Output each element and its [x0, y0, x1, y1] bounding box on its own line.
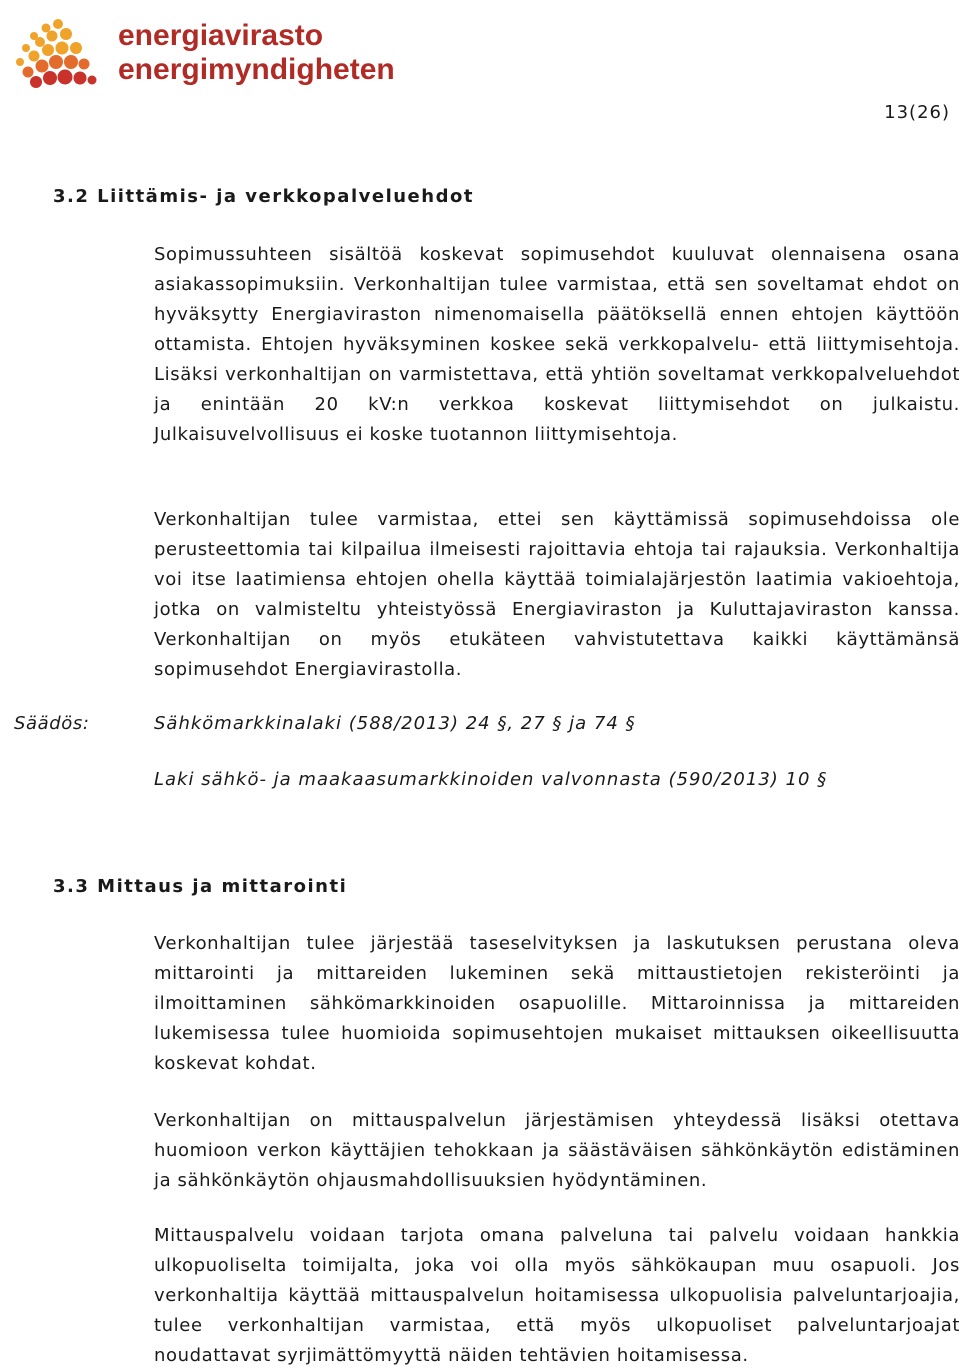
- sun-emblem-icon: [6, 6, 110, 102]
- agency-logo: [6, 6, 406, 102]
- paragraph-3-3-2: Verkonhaltijan on mittauspalvelun järjestämisen yhteydessä lisäksi otettava huomioon verkon käyttäjien tehokkaan ja säästäväisen sähkönkäytön edistäminen ja sähkönkäytön ohjausmahdollisuuksien hyödyntäminen.: [154, 1110, 960, 1191]
- paragraph-3-3-3: Mittauspalvelu voidaan tarjota omana palveluna tai palvelu voidaan hankkia ulkopuoliselta toimijalta, joka voi olla myös sähkökaupan muu osapuoli. Jos verkonhaltija käyttää mittauspalvelun hoitamisessa ulkopuolisia palveluntarjoajia, tulee verkonhaltijan varmistaa, että myös ulkopuoliset palveluntarjoajat noudattavat syrjimättömyyttä näiden tehtävien hoitamisessa.: [154, 1225, 960, 1366]
- page-number: 13(26): [884, 102, 950, 123]
- section-heading-3-3: 3.3 Mittaus ja mittarointi: [53, 876, 348, 897]
- paragraph-3-3-1: Verkonhaltijan tulee järjestää taseselvityksen ja laskutuksen perustana oleva mittarointi ja mittareiden lukeminen sekä mittaustietojen rekisteröinti ja ilmoittaminen sähkömarkkinoiden osapuolille. Mittaroinnissa ja mittareiden lukemisessa tulee huomioida sopimusehtojen mukaiset mittauksen oikeellisuutta koskevat kohdat.: [154, 933, 960, 1074]
- paragraph-3-2-2: Verkonhaltijan tulee varmistaa, ettei sen käyttämissä sopimusehdoissa ole perusteettomia tai kilpailua ilmeisesti rajoittavia ehtoja tai rajauksia. Verkonhaltija voi itse laatimiensa ehtojen ohella käyttää toimialajärjestön laatimia vakioehtoja, jotka on valmisteltu yhteistyössä Energiaviraston ja Kuluttajaviraston kanssa. Verkonhaltijan on myös etukäteen vahvistutettava kaikki käyttämänsä sopimusehdot Energiavirastolla.: [154, 509, 960, 680]
- logo-text-finnish: energiavirasto: [118, 19, 324, 52]
- statute-ref-1: Sähkömarkkinalaki (588/2013) 24 §, 27 § ja 74 §: [154, 713, 636, 734]
- statute-label: Säädös:: [14, 713, 90, 734]
- logo-text-swedish: energimyndigheten: [118, 53, 395, 86]
- statute-ref-2: Laki sähkö- ja maakaasumarkkinoiden valvonnasta (590/2013) 10 §: [154, 769, 828, 790]
- paragraph-3-2-1: Sopimussuhteen sisältöä koskevat sopimusehdot kuuluvat olennaisena osana asiakassopimuksiin. Verkonhaltijan tulee varmistaa, että sen soveltamat ehdot on hyväksytty Energiaviraston nimenomaisella päätöksellä ennen ehtojen käyttöön ottamista. Ehtojen hyväksyminen koskee sekä verkkopalvelu- että liittymisehtoja. Lisäksi verkonhaltijan on varmistettava, että yhtiön soveltamat verkkopalveluehdot ja enintään 20 kV:n verkkoa koskevat liittymisehdot on julkaistu. Julkaisuvelvollisuus ei koske tuotannon liittymisehtoja.: [154, 244, 960, 445]
- section-heading-3-2: 3.2 Liittämis- ja verkkopalveluehdot: [53, 186, 474, 207]
